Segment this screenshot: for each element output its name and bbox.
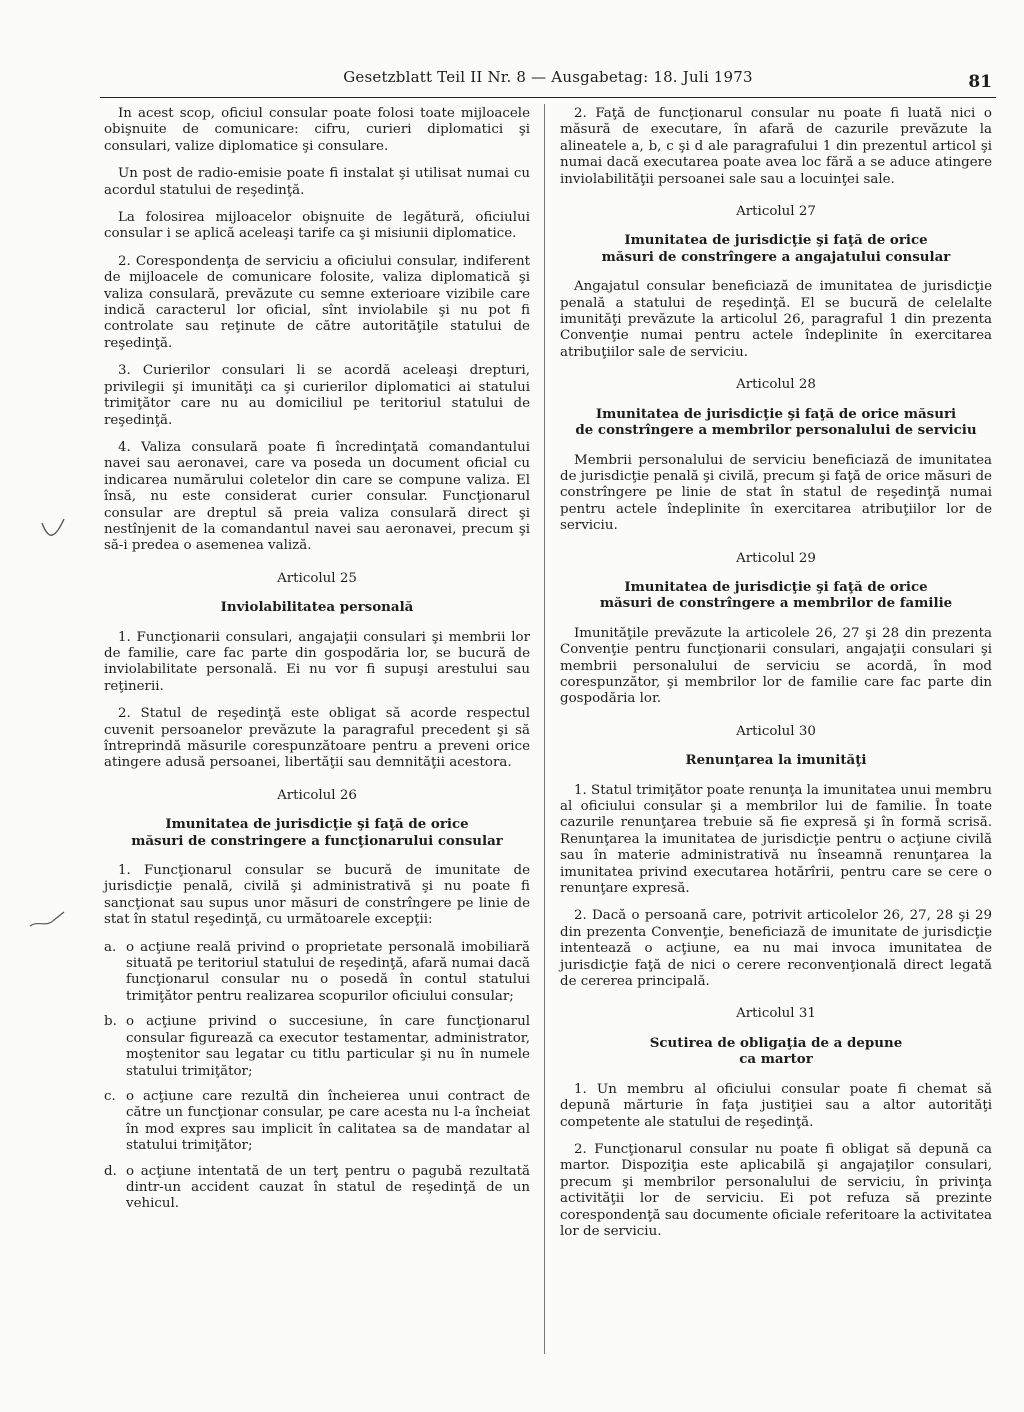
paragraph: 2. Faţă de funcţionarul consular nu poate fi luată nici o măsură de executare, în afară de cazurile prevăzute la alineatele a, b, c şi d ale paragrafului 1 din prezentul articol şi numai dacă executarea poate avea loc fără a se aduce atingere inviolabilităţii persoanei sale sau a locuinţei sale. <box>560 106 992 187</box>
list-item: c. o acţiune care rezultă din încheierea unui contract de către un funcţionar consular, pe care acesta nu l-a încheiat în mod expres sau implicit în calitatea sa de mandatar al statului trimiţător; <box>104 1088 530 1154</box>
article-30-heading: Renunţarea la imunităţi <box>685 752 867 769</box>
article-29-heading: Imunitatea de jurisdicţie şi faţă de orice măsuri de constrîngere a membrilor de familie <box>599 578 953 612</box>
column-divider <box>544 104 545 1354</box>
article-29-label: Articolul 29 <box>736 550 816 566</box>
paragraph: 1. Statul trimiţător poate renunţa la imunitatea unui membru al oficiului consular şi a membrilor lui de familie. În toate cazurile renunţarea trebuie să fie expresă şi în formă scrisă. Renunţarea la imunitatea de jurisdicţie pentru o acţiune civilă sau în materie administrativă nu înseamnă renunţarea la imunitatea privind executarea hotărîrii, pentru care se cere o renunţare expresă. <box>560 782 992 897</box>
paragraph: In acest scop, oficiul consular poate folosi toate mijloacele obişnuite de comunicare: cifru, curieri diplomatici şi consulari, valize diplomatice şi consulare. <box>104 106 530 154</box>
paragraph: 1. Funcţionarul consular se bucură de imunitate de jurisdicţie penală, civilă şi administrativă şi nu poate fi sancţionat sau supus unor măsuri de constrîngere pe linie de stat în statul reşedinţă, cu următoarele excepţii: <box>104 863 530 928</box>
paragraph: 1. Funcţionarii consulari, angajaţii consulari şi membrii lor de familie, care fac parte din gospodăria lor, se bucură de inviolabilitate personală. Ei nu vor fi supuşi arestului sau reţinerii. <box>104 629 530 694</box>
page-header <box>100 64 996 98</box>
list-item: d. o acţiune intentată de un terţ pentru o pagubă rezultată dintr-un accident cauzat în statul de reşedinţă de un vehicul. <box>104 1163 530 1212</box>
article-26-label: Articolul 26 <box>277 787 357 803</box>
margin-pen-mark <box>28 910 68 939</box>
paragraph: 2. Statul de reşedinţă este obligat să acorde respectul cuvenit persoanelor prevăzute la paragraful precedent şi să întreprindă măsurile corespunzătoare pentru a preveni orice atingere adusă persoanei, libertăţii sau demnităţii acestora. <box>104 706 530 771</box>
paragraph: 3. Curierilor consulari li se acordă aceleaşi drepturi, privilegii şi imunităţi ca şi curierilor diplomatici ai statului trimiţător care nu au domiciliul pe teritoriul statului de reşedinţă. <box>104 363 530 428</box>
article-25-label: Articolul 25 <box>277 570 357 586</box>
paragraph: 2. Funcţionarul consular nu poate fi obligat să depună ca martor. Dispoziţia este aplicabilă şi angajaţilor consulari, precum şi membrilor personalului de serviciu, în privinţa activităţii lor de serviciu. Ei pot refuza să prezinte corespondenţă sau documente oficiale referitoare la activitatea lor de serviciu. <box>560 1141 992 1239</box>
article-28-heading: Imunitatea de jurisdicţie şi faţă de orice măsuri de constrîngere a membrilor personalului de serviciu <box>575 405 977 439</box>
paragraph: Un post de radio-emisie poate fi instalat şi utilisat numai cu acordul statului de reşedinţă. <box>104 166 530 198</box>
page-number: 81 <box>968 72 992 92</box>
gazette-title: Gesetzblatt Teil II Nr. 8 — Ausgabetag: 18. Juli 1973 <box>343 68 753 86</box>
paragraph: Membrii personalului de serviciu beneficiază de imunitatea de jurisdicţie penală şi civilă, precum şi faţă de orice măsuri de constrîngere pe linie de stat în statul de reşedinţă numai pentru actele îndeplinite în exercitarea atribuţiilor lor de serviciu. <box>560 452 992 534</box>
header-rule <box>100 97 996 98</box>
left-column <box>104 106 530 1222</box>
paragraph: Imunităţile prevăzute la articolele 26, 27 şi 28 din prezenta Convenţie pentru funcţionarii consulari, angajaţii consulari şi membrii personalului de serviciu se acordă, în mod corespunzător, şi membrilor lor de familie care fac parte din gospodăria lor. <box>560 625 992 707</box>
article-31-label: Articolul 31 <box>736 1006 816 1022</box>
paragraph: 1. Un membru al oficiului consular poate fi chemat să depună mărturie în faţa justiţiei sau a altor autorităţi competente ale statului de reşedinţă. <box>560 1081 992 1130</box>
paragraph: 4. Valiza consulară poate fi încredinţată comandantului navei sau aeronavei, care va poseda un document oficial cu indicarea numărului coletelor din care se compune valiza. El însă, nu este considerat curier consular. Funcţionarul consular are dreptul să preia valiza consulară direct şi nestînjenit de la comandantul navei sau aeronavei, precum şi să-i predea o asemenea valiză. <box>104 439 530 554</box>
paragraph: 2. Dacă o persoană care, potrivit articolelor 26, 27, 28 şi 29 din prezenta Convenţie, beneficiază de imunitate de jurisdicţie intentează o acţiune, ea nu mai invoca imunitatea de jurisdicţie faţă de nici o cerere reconvenţională direct legată de cererea principală. <box>560 908 992 990</box>
margin-tick-mark <box>40 515 66 550</box>
paragraph: Angajatul consular beneficiază de imunitatea de jurisdicţie penală a statului de reşedinţă. El se bucură de celelalte imunităţi prevăzute la articolul 26, paragraful 1 din prezenta Convenţie numai pentru actele îndeplinite în exercitarea atribuţiilor sale de serviciu. <box>560 279 992 360</box>
right-column <box>560 106 992 1251</box>
list-item: b. o acţiune privind o succesiune, în care funcţionarul consular figurează ca executor testamentar, administrator, moştenitor sau legatar cu titlu particular şi nu în numele statului trimiţător; <box>104 1014 530 1079</box>
article-30-label: Articolul 30 <box>736 723 816 739</box>
list-item: a. o acţiune reală privind o proprietate personală imobiliară situată pe teritoriul statului de reşedinţă, afară numai dacă funcţionarul consular nu o posedă în contul statului trimiţător pentru realizarea scopurilor oficiului consular; <box>104 939 530 1004</box>
article-25-heading: Inviolabilitatea personală <box>220 599 414 616</box>
paragraph: 2. Corespondenţa de serviciu a oficiului consular, indiferent de mijloacele de comunicare folosite, valiza diplomatică şi valiza consulară, prevăzute cu semne exterioare vizibile care indică caracterul lor oficial, sînt inviolabile şi nu pot fi controlate sau reţinute de către autorităţile statului de reşedinţă. <box>104 253 530 351</box>
article-27-label: Articolul 27 <box>736 204 816 220</box>
paragraph: La folosirea mijloacelor obişnuite de legătură, oficiului consular i se aplică aceleaşi tarife ca şi misiunii diplomatice. <box>104 210 530 242</box>
article-31-heading: Scutirea de obligaţia de a depune ca martor <box>649 1034 903 1068</box>
article-28-label: Articolul 28 <box>736 377 816 393</box>
article-27-heading: Imunitatea de jurisdicţie şi faţă de orice măsuri de constrîngere a angajatului consular <box>601 232 951 265</box>
article-26-heading: Imunitatea de jurisdicţie şi faţă de orice măsuri de constringere a funcţionarului consular <box>131 816 503 849</box>
